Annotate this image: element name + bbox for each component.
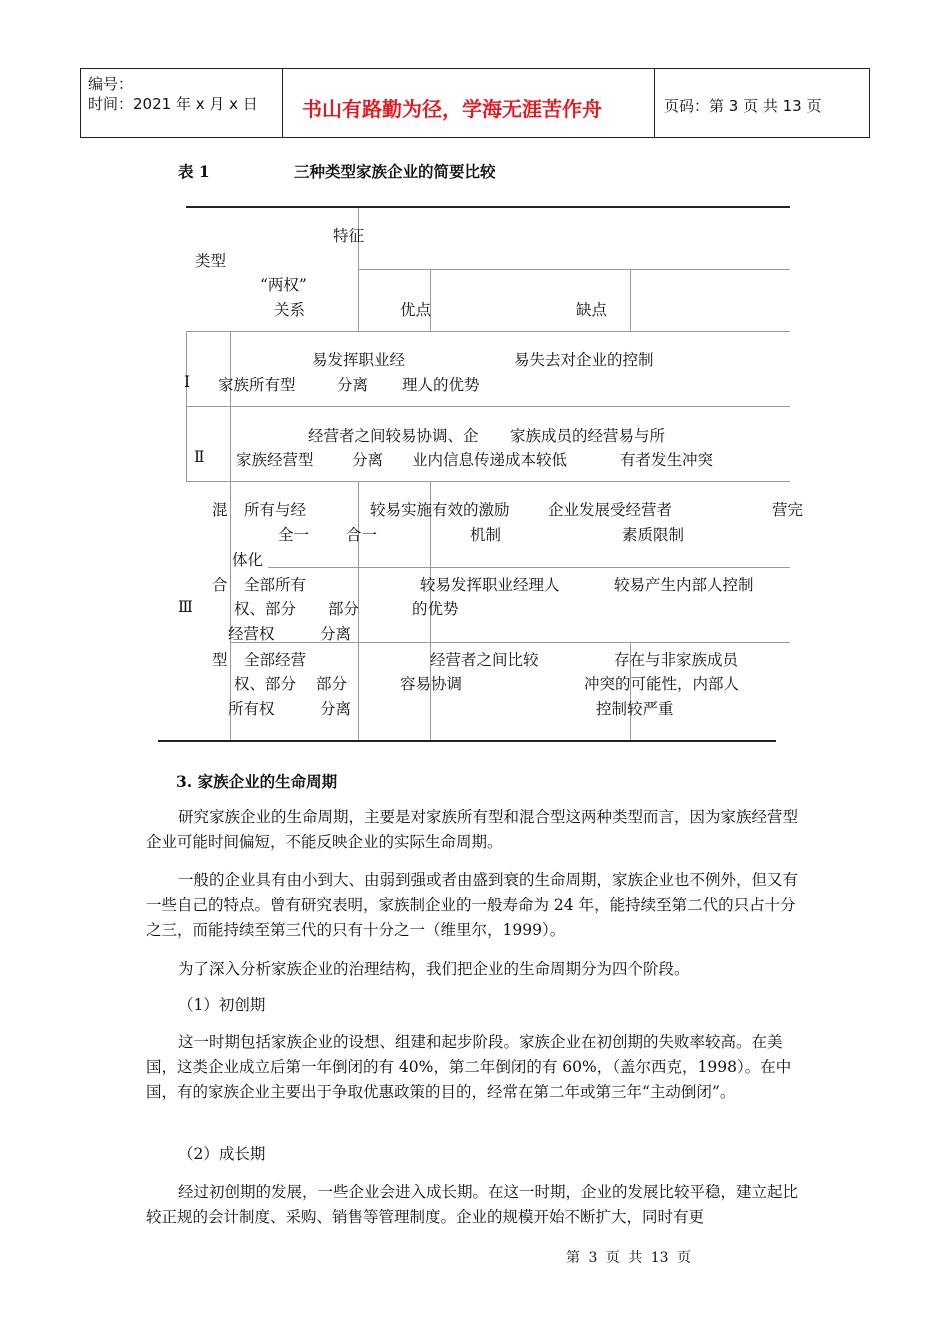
row2-disadvantage: 家族成员的经营易与所 (510, 427, 666, 445)
row3b-relation-2: 分离 (320, 625, 352, 643)
row3a-type-2: 营完 (772, 501, 804, 519)
paragraph-5: 经过初创期的发展，一些企业会进入成长期。在这一时期，企业的发展比较平稳，建立起比较正规的会计制度、采购、销售等管理制度。企业的规模开始不断扩大，同时有更 (146, 1183, 799, 1226)
row3b-type-2: 权、部分 (234, 600, 297, 618)
row3a-disadvantage-2: 素质限制 (622, 526, 685, 544)
row3b-advantage-2: 的优势 (412, 600, 459, 618)
table-head-feature: 特征 (333, 227, 365, 245)
row3c-type-3: 所有权 (228, 700, 275, 718)
table-head-disadvantage: 缺点 (576, 301, 608, 319)
footer-page-number: 第 3 页 共 13 页 (566, 1250, 691, 1266)
row3-number: Ⅲ (178, 598, 193, 616)
page-header (80, 68, 870, 138)
section-heading: 3. 家族企业的生命周期 (176, 772, 338, 791)
doc-time-label: 时间：2021 年 x 月 x 日 (88, 95, 258, 113)
table-caption-label: 表 1 (178, 162, 210, 181)
subheading-startup: （1）初创期 (178, 996, 266, 1014)
row3c-advantage: 经营者之间比较 (430, 651, 539, 669)
subheading-growth: （2）成长期 (178, 1145, 266, 1163)
doc-number-label: 编号： (88, 75, 134, 93)
row1-type: 家族所有型 (218, 376, 296, 394)
row1-relation: 分离 (337, 376, 369, 394)
page-counter: 页码：第 3 页 共 13 页 (664, 97, 822, 115)
row3c-relation-2: 分离 (320, 700, 352, 718)
row3c-type-2: 权、部分 (234, 675, 297, 693)
motto: 书山有路勤为径，学海无涯苦作舟 (302, 97, 602, 121)
row2-type: 家族经营型 (236, 451, 314, 469)
row1-advantage: 易发挥职业经 (312, 351, 406, 369)
row3b-type-3: 经营权 (228, 625, 275, 643)
row3-group-label-3: 型 (212, 651, 228, 669)
row3-group-label: 混 (212, 501, 228, 519)
row3c-disadvantage: 存在与非家族成员 (614, 651, 739, 669)
row3b-disadvantage: 较易产生内部人控制 (614, 576, 754, 594)
row3a-type: 所有与经 (244, 501, 307, 519)
row1-number: Ⅰ (184, 373, 191, 391)
table-head-relation: “两权” (260, 276, 307, 294)
row3c-relation: 部分 (316, 675, 348, 693)
row2-advantage-2: 业内信息传递成本较低 (412, 451, 568, 469)
row3a-relation: 合一 (346, 526, 378, 544)
row1-disadvantage: 易失去对企业的控制 (514, 351, 654, 369)
table-head-advantage: 优点 (400, 301, 432, 319)
row3b-advantage: 较易发挥职业经理人 (420, 576, 560, 594)
row2-advantage: 经营者之间较易协调、企 (308, 427, 479, 445)
row3a-disadvantage: 企业发展受经营者 (548, 501, 673, 519)
row1-advantage-2: 理人的优势 (402, 376, 480, 394)
row3a-type-4: 体化 (232, 551, 264, 569)
row3a-advantage: 较易实施有效的激励 (370, 501, 510, 519)
row2-number: Ⅱ (194, 448, 205, 466)
table-caption-title: 三种类型家族企业的简要比较 (294, 162, 496, 181)
table-head-relation-2: 关系 (274, 301, 306, 319)
table-head-type: 类型 (195, 252, 227, 270)
row2-disadvantage-2: 有者发生冲突 (620, 451, 714, 469)
row3b-type: 全部所有 (244, 576, 307, 594)
row3c-disadvantage-2: 冲突的可能性，内部人 (584, 675, 740, 693)
row3b-relation: 部分 (328, 600, 360, 618)
row3c-advantage-2: 容易协调 (400, 675, 463, 693)
row3-group-label-2: 合 (212, 576, 228, 594)
paragraph-3: 为了深入分析家族企业的治理结构，我们把企业的生命周期分为四个阶段。 (178, 960, 690, 978)
paragraph-1: 研究家族企业的生命周期，主要是对家族所有型和混合型这两种类型而言，因为家族经营型企业可能时间偏短，不能反映企业的实际生命周期。 (146, 808, 799, 851)
row3a-advantage-2: 机制 (470, 526, 502, 544)
row3c-type: 全部经营 (244, 651, 307, 669)
paragraph-2: 一般的企业具有由小到大、由弱到强或者由盛到衰的生命周期，家族企业也不例外，但又有一些自己的特点。曾有研究表明，家族制企业的一般寿命为 24 年，能持续至第二代的只占十分之三，而能持续至第三代的只有十分之一（维里尔，1999）。 (146, 871, 799, 939)
row3a-type-3: 全一 (278, 526, 310, 544)
row3c-disadvantage-3: 控制较严重 (596, 700, 674, 718)
paragraph-4: 这一时期包括家族企业的设想、组建和起步阶段。家族企业在初创期的失败率较高。在美国，这类企业成立后第一年倒闭的有 40%，第二年倒闭的有 60%，（盖尔西克，1998）。在中国，有的家族企业主要出于争取优惠政策的目的，经常在第二年或第三年“主动倒闭”。 (146, 1033, 792, 1101)
row2-relation: 分离 (352, 451, 384, 469)
